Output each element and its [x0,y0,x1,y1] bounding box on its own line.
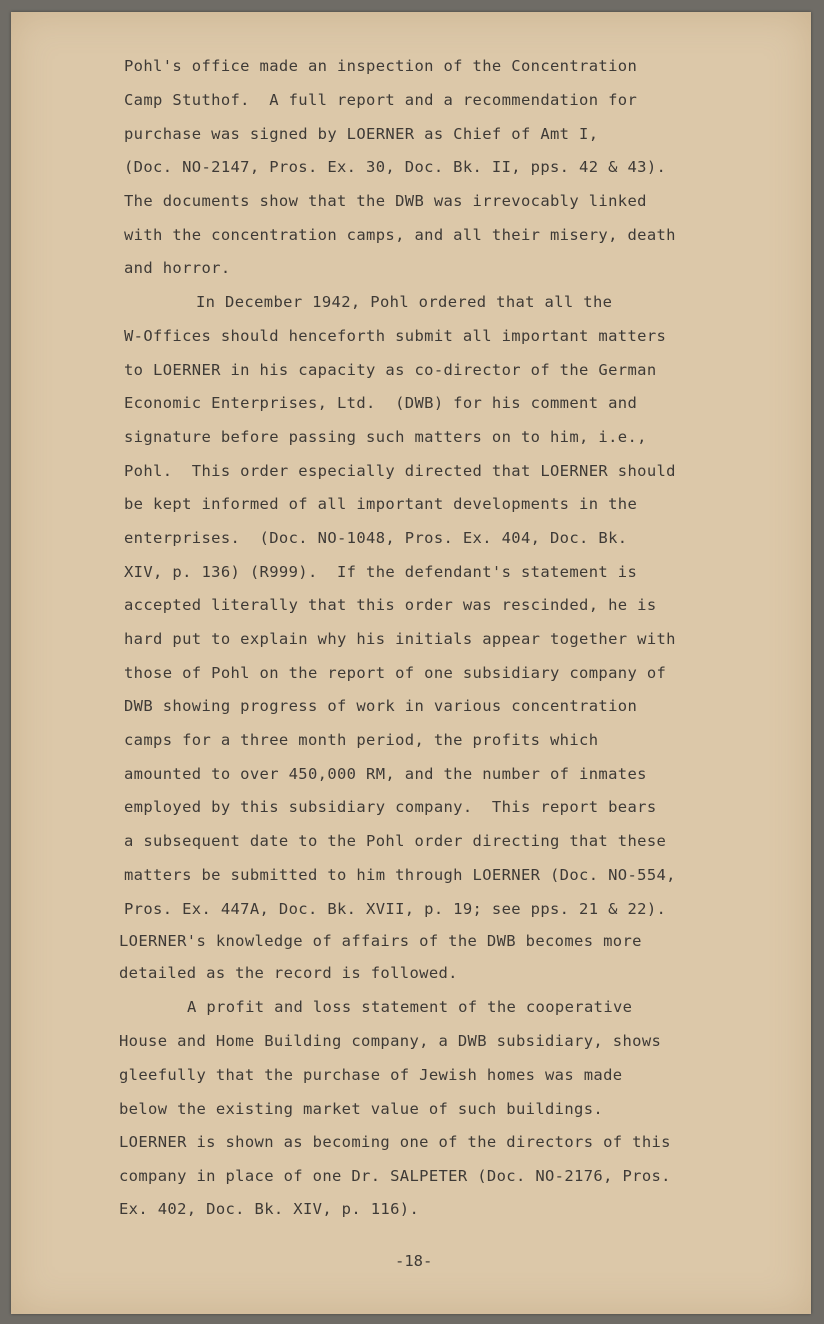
text-line-24: a subsequent date to the Pohl order directing that these [124,832,667,850]
text-line-2: Camp Stuthof. A full report and a recommendation for [124,91,638,109]
text-line-31: gleefully that the purchase of Jewish homes was made [119,1066,623,1084]
text-line-21: camps for a three month period, the profits which [124,731,599,749]
text-line-6: with the concentration camps, and all their misery, death [124,226,676,244]
text-line-23: employed by this subsidiary company. This report bears [124,798,657,816]
document-page [11,12,811,1314]
text-line-3: purchase was signed by LOERNER as Chief of Amt I, [124,125,599,143]
text-line-9: W-Offices should henceforth submit all important matters [124,327,667,345]
text-line-16: XIV, p. 136) (R999). If the defendant's statement is [124,563,638,581]
text-line-1: Pohl's office made an inspection of the Concentration [124,57,638,75]
text-line-15: enterprises. (Doc. NO-1048, Pros. Ex. 404, Doc. Bk. [124,529,628,547]
text-line-29: A profit and loss statement of the cooperative [187,998,633,1016]
page-number: -18- [395,1252,433,1270]
text-line-12: signature before passing such matters on to him, i.e., [124,428,647,446]
text-line-17: accepted literally that this order was rescinded, he is [124,596,657,614]
text-line-14: be kept informed of all important developments in the [124,495,638,513]
text-line-27: LOERNER's knowledge of affairs of the DWB becomes more [119,932,642,950]
text-line-8: In December 1942, Pohl ordered that all the [196,293,613,311]
text-line-28: detailed as the record is followed. [119,964,458,982]
text-line-26: Pros. Ex. 447A, Doc. Bk. XVII, p. 19; see pps. 21 & 22). [124,900,667,918]
text-line-19: those of Pohl on the report of one subsidiary company of [124,664,667,682]
text-line-13: Pohl. This order especially directed that LOERNER should [124,462,676,480]
text-line-33: LOERNER is shown as becoming one of the directors of this [119,1133,671,1151]
text-line-11: Economic Enterprises, Ltd. (DWB) for his comment and [124,394,638,412]
text-line-25: matters be submitted to him through LOERNER (Doc. NO-554, [124,866,676,884]
text-line-18: hard put to explain why his initials appear together with [124,630,676,648]
text-line-35: Ex. 402, Doc. Bk. XIV, p. 116). [119,1200,420,1218]
text-line-7: and horror. [124,259,231,277]
text-line-30: House and Home Building company, a DWB subsidiary, shows [119,1032,662,1050]
text-line-34: company in place of one Dr. SALPETER (Doc. NO-2176, Pros. [119,1167,671,1185]
text-line-4: (Doc. NO-2147, Pros. Ex. 30, Doc. Bk. II, pps. 42 & 43). [124,158,667,176]
text-line-10: to LOERNER in his capacity as co-director of the German [124,361,657,379]
text-line-22: amounted to over 450,000 RM, and the number of inmates [124,765,647,783]
text-line-20: DWB showing progress of work in various concentration [124,697,638,715]
text-line-32: below the existing market value of such buildings. [119,1100,604,1118]
text-line-5: The documents show that the DWB was irrevocably linked [124,192,647,210]
